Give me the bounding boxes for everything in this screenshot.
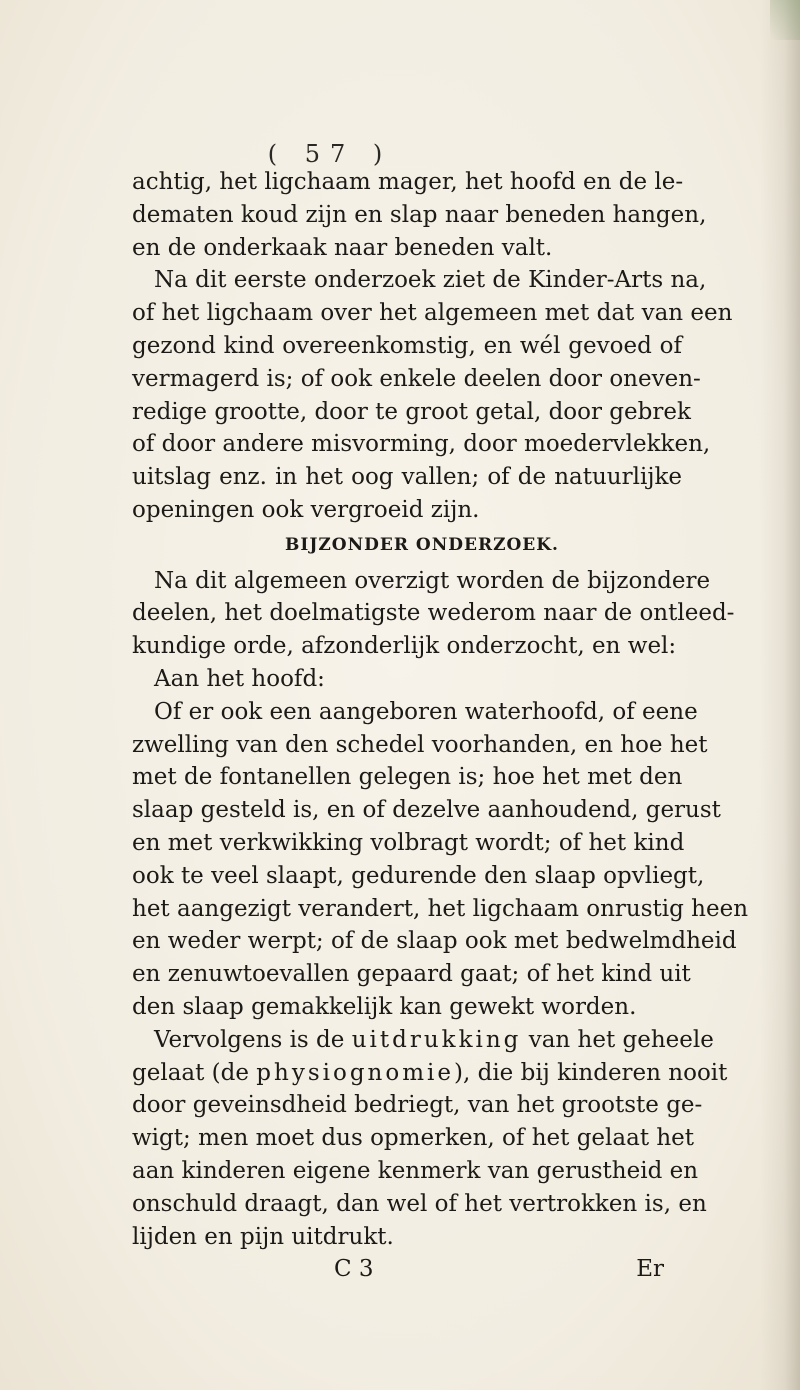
page-number: ( 57 ) bbox=[267, 140, 393, 168]
text-line: door geveinsdheid bedriegt, van het grootste ge- bbox=[132, 1092, 703, 1119]
text-line: en zenuwtoevallen gepaard gaat; of het kind uit bbox=[132, 961, 691, 988]
text-line: en weder werpt; of de slaap ook met bedwelmdheid bbox=[132, 928, 737, 955]
text-line: dematen koud zijn en slap naar beneden hangen, bbox=[132, 201, 707, 228]
text-line: slaap gesteld is, en of dezelve aanhoudend, gerust bbox=[132, 797, 721, 824]
text-fragment: Vervolgens is de bbox=[154, 1026, 345, 1053]
text-fragment: ), die bij kinderen nooit bbox=[454, 1059, 728, 1086]
text-line: achtig, het ligchaam mager, het hoofd en de le- bbox=[132, 169, 684, 195]
page-edge-shadow bbox=[760, 0, 800, 1390]
text-line: Of er ook een aangeboren waterhoofd, of eene bbox=[154, 698, 698, 725]
text-line bbox=[132, 1024, 714, 1057]
text-line: vermagerd is; of ook enkele deelen door oneven- bbox=[132, 365, 701, 392]
text-line bbox=[132, 1057, 728, 1090]
text-line: aan kinderen eigene kenmerk van gerustheid en bbox=[132, 1157, 699, 1184]
text-line: lijden en pijn uitdrukt. bbox=[132, 1223, 394, 1250]
text-line: uitslag enz. in het oog vallen; of de natuurlijke bbox=[132, 464, 682, 491]
signature-mark: C 3 bbox=[334, 1256, 374, 1283]
text-line: kundige orde, afzonderlijk onderzocht, en wel: bbox=[132, 633, 677, 660]
text-line: of door andere misvorming, door moedervlekken, bbox=[132, 431, 711, 458]
text-line: en de onderkaak naar beneden valt. bbox=[132, 234, 553, 261]
text-line: den slaap gemakkelijk kan gewekt worden. bbox=[132, 993, 637, 1020]
subheading-line: Aan het hoofd: bbox=[154, 665, 325, 692]
text-line: of het ligchaam over het algemeen met dat van een bbox=[132, 300, 733, 327]
spaced-term: physiognomie bbox=[256, 1059, 454, 1086]
page-corner-stain bbox=[770, 0, 800, 40]
catchword: Er bbox=[636, 1256, 664, 1283]
text-line: onschuld draagt, dan wel of het vertrokken is, en bbox=[132, 1190, 707, 1217]
text-line: zwelling van den schedel voorhanden, en hoe het bbox=[132, 731, 708, 758]
text-fragment: van het geheele bbox=[528, 1026, 714, 1053]
text-line: met de fontanellen gelegen is; hoe het met den bbox=[132, 764, 683, 791]
spaced-term: uitdrukking bbox=[351, 1026, 522, 1053]
text-line: gezond kind overeenkomstig, en wél gevoed of bbox=[132, 332, 682, 359]
text-line: openingen ook vergroeid zijn. bbox=[132, 496, 480, 523]
text-line: wigt; men moet dus opmerken, of het gelaat het bbox=[132, 1125, 695, 1152]
text-line: ook te veel slaapt, gedurende den slaap opvliegt, bbox=[132, 862, 705, 889]
body-text bbox=[132, 166, 749, 1285]
text-line: het aangezigt verandert, het ligchaam onrustig heen bbox=[132, 895, 749, 922]
page-footer bbox=[132, 1253, 682, 1285]
text-line: redige grootte, door te groot getal, door gebrek bbox=[132, 398, 691, 425]
text-line: deelen, het doelmatigste wederom naar de ontleed- bbox=[132, 600, 735, 627]
text-fragment: gelaat (de bbox=[132, 1059, 249, 1086]
section-heading: BIJZONDER ONDERZOEK. bbox=[285, 534, 559, 555]
text-line: Na dit algemeen overzigt worden de bijzondere bbox=[154, 567, 711, 594]
text-line: Na dit eerste onderzoek ziet de Kinder-Arts na, bbox=[154, 267, 707, 294]
text-line: en met verkwikking volbragt wordt; of het kind bbox=[132, 829, 685, 856]
